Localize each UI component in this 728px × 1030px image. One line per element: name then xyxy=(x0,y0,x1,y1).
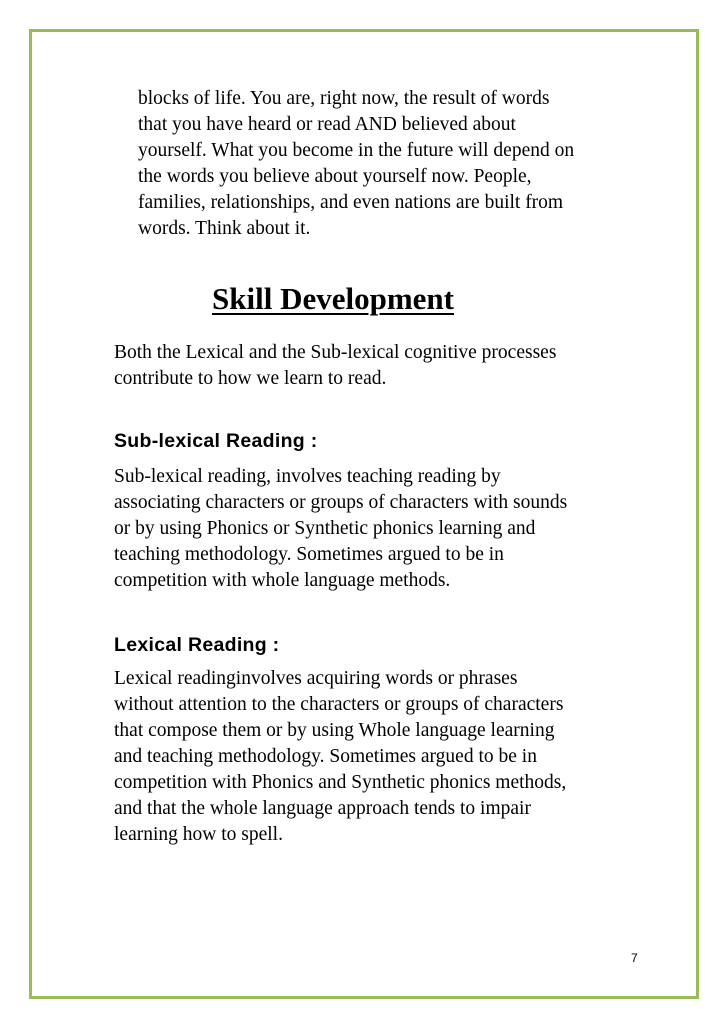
page-number: 7 xyxy=(631,951,638,965)
lexical-line: Lexical readinginvolves acquiring words or phrases xyxy=(114,668,518,689)
intro-line: the words you believe about yourself now. People, xyxy=(138,166,532,187)
intro-paragraph xyxy=(138,86,658,242)
lexical-heading: Lexical Reading : xyxy=(114,634,280,656)
sublexical-line: or by using Phonics or Synthetic phonics learning and xyxy=(114,518,536,539)
sublexical-line: Sub-lexical reading, involves teaching reading by xyxy=(114,466,501,487)
lexical-paragraph xyxy=(114,666,654,848)
intro-line: yourself. What you become in the future will depend on xyxy=(138,140,575,161)
sublexical-heading: Sub-lexical Reading : xyxy=(114,430,318,452)
lexical-line: that compose them or by using Whole language learning xyxy=(114,720,555,741)
lead-paragraph xyxy=(114,340,654,392)
intro-line: families, relationships, and even nations are built from xyxy=(138,192,564,213)
sublexical-line: competition with whole language methods. xyxy=(114,570,451,591)
lexical-line: learning how to spell. xyxy=(114,824,283,845)
sublexical-paragraph xyxy=(114,464,654,594)
section-title: Skill Development xyxy=(212,281,454,316)
lexical-line: and teaching methodology. Sometimes argued to be in xyxy=(114,746,537,767)
intro-line: that you have heard or read AND believed about xyxy=(138,114,516,135)
intro-line: words. Think about it. xyxy=(138,218,311,239)
sublexical-line: teaching methodology. Sometimes argued to be in xyxy=(114,544,504,565)
lead-line: Both the Lexical and the Sub-lexical cognitive processes xyxy=(114,342,557,363)
lexical-line: and that the whole language approach tends to impair xyxy=(114,798,531,819)
intro-line: blocks of life. You are, right now, the result of words xyxy=(138,88,550,109)
lead-line: contribute to how we learn to read. xyxy=(114,368,387,389)
sublexical-line: associating characters or groups of characters with sounds xyxy=(114,492,568,513)
lexical-line: competition with Phonics and Synthetic phonics methods, xyxy=(114,772,567,793)
lexical-line: without attention to the characters or groups of characters xyxy=(114,694,564,715)
